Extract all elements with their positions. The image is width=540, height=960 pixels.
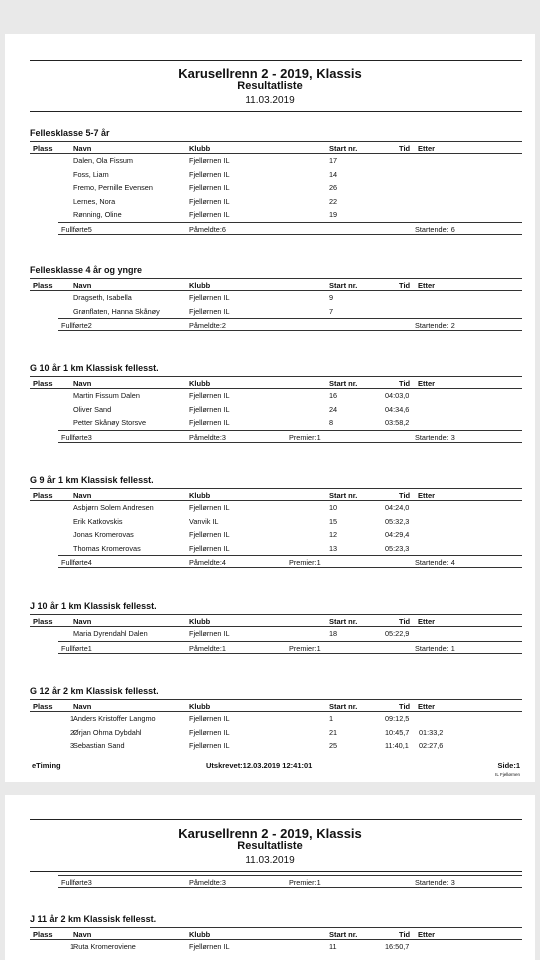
- place-number: 2: [69, 727, 74, 737]
- runner-name: Jonas Kromerovas: [73, 530, 134, 539]
- club: Fjellørnen IL: [189, 942, 230, 951]
- start-number: 16: [329, 391, 338, 400]
- start-number: 7: [329, 306, 334, 316]
- col-tid: Tid: [399, 144, 411, 153]
- start-number: 8: [329, 418, 334, 427]
- runner-name: Petter Skånøy Storsve: [73, 418, 146, 427]
- class-section: [30, 264, 522, 331]
- document-date: 11.03.2019: [245, 95, 295, 106]
- class-section: [30, 913, 522, 954]
- column-headers: [30, 377, 522, 389]
- column-headers: [30, 142, 522, 154]
- completed-count: Fullførte1: [61, 643, 92, 653]
- col-start: Start nr.: [329, 281, 358, 290]
- col-tid: Tid: [399, 379, 411, 388]
- class-section: [30, 600, 522, 654]
- club: Fjellørnen IL: [189, 196, 230, 206]
- class-summary: [58, 641, 522, 654]
- club: Fjellørnen IL: [189, 714, 230, 723]
- start-number: 22: [329, 196, 338, 206]
- club: Fjellørnen IL: [189, 391, 230, 400]
- class-section: [30, 474, 522, 568]
- col-klubb: Klubb: [189, 379, 211, 388]
- club: Fjellørnen IL: [189, 530, 230, 539]
- col-navn: Navn: [73, 930, 92, 939]
- col-klubb: Klubb: [189, 281, 211, 290]
- result-row: [30, 168, 522, 182]
- result-row: [30, 515, 522, 529]
- class-title: J 11 år 2 km Klassisk fellesst.: [30, 913, 522, 928]
- runner-name: Fremo, Pernille Evensen: [73, 183, 153, 192]
- header-rule-top: [30, 819, 522, 820]
- col-etter: Etter: [418, 930, 436, 939]
- start-number: 18: [329, 629, 338, 638]
- start-number: 21: [329, 727, 338, 737]
- result-row: [30, 940, 522, 954]
- result-row: [30, 181, 522, 195]
- start-number: 14: [329, 169, 338, 179]
- start-number: 1: [329, 714, 334, 723]
- column-headers: [30, 700, 522, 712]
- col-start: Start nr.: [329, 491, 358, 500]
- starters-count: Startende: 1: [415, 643, 455, 653]
- place-number: 1: [69, 942, 74, 951]
- runner-name: Ørjan Ohma Dybdahl: [73, 727, 142, 737]
- finish-time: 09:12,5: [385, 714, 410, 723]
- start-number: 12: [329, 530, 338, 539]
- col-start: Start nr.: [329, 617, 358, 626]
- finish-time: 04:34,6: [385, 404, 410, 414]
- result-row: [30, 542, 522, 556]
- result-row: [30, 291, 522, 305]
- start-number: 10: [329, 503, 338, 512]
- club: Fjellørnen IL: [189, 741, 230, 750]
- completed-count: Fullførte4: [61, 558, 92, 567]
- start-number: 9: [329, 293, 334, 302]
- club: Fjellørnen IL: [189, 210, 230, 219]
- completed-count: Fullførte3: [61, 432, 92, 442]
- col-klubb: Klubb: [189, 144, 211, 153]
- result-row: [30, 726, 522, 740]
- col-etter: Etter: [418, 491, 436, 500]
- prizes-count: Premier:1: [289, 432, 321, 442]
- result-row: [30, 712, 522, 726]
- result-row: [30, 389, 522, 403]
- completed-count: Fullførte2: [61, 321, 92, 330]
- col-start: Start nr.: [329, 930, 358, 939]
- start-number: 25: [329, 741, 338, 750]
- col-tid: Tid: [399, 702, 411, 711]
- class-section: [30, 127, 522, 235]
- runner-name: Oliver Sand: [73, 404, 112, 414]
- column-headers: [30, 279, 522, 291]
- class-title: G 10 år 1 km Klassisk fellesst.: [30, 362, 522, 377]
- runner-name: Rønning, Oline: [73, 210, 122, 219]
- col-navn: Navn: [73, 702, 92, 711]
- col-klubb: Klubb: [189, 491, 211, 500]
- results-page-2: [5, 795, 535, 960]
- starters-count: Startende: 3: [415, 432, 455, 442]
- time-behind: 02:27,6: [419, 741, 444, 750]
- runner-name: Dalen, Ola Fissum: [73, 156, 134, 165]
- runner-name: Martin Fissum Dalen: [73, 391, 140, 400]
- prizes-count: Premier:1: [289, 558, 321, 567]
- class-summary: [58, 875, 522, 888]
- col-plass: Plass: [33, 144, 53, 153]
- club: Fjellørnen IL: [189, 418, 230, 427]
- registered-count: Påmeldte:4: [189, 558, 226, 567]
- finish-time: 11:40,1: [385, 741, 409, 750]
- header-rule-bottom: [30, 111, 522, 112]
- col-navn: Navn: [73, 281, 92, 290]
- runner-name: Grønflaten, Hanna Skånøy: [73, 306, 160, 316]
- club: Fjellørnen IL: [189, 183, 230, 192]
- starters-count: Startende: 3: [415, 878, 455, 887]
- col-klubb: Klubb: [189, 930, 211, 939]
- club: Fjellørnen IL: [189, 293, 230, 302]
- col-plass: Plass: [33, 281, 53, 290]
- col-navn: Navn: [73, 617, 92, 626]
- runner-name: Asbjørn Solem Andresen: [73, 503, 154, 512]
- club: Fjellørnen IL: [189, 404, 230, 414]
- finish-time: 04:03,0: [385, 391, 410, 400]
- col-start: Start nr.: [329, 144, 358, 153]
- col-etter: Etter: [418, 702, 436, 711]
- runner-name: Anders Kristoffer Langmo: [73, 714, 156, 723]
- club: Fjellørnen IL: [189, 543, 230, 553]
- finish-time: 05:22,9: [385, 629, 410, 638]
- result-row: [30, 501, 522, 515]
- finish-time: 04:24,0: [385, 503, 410, 512]
- finish-time: 04:29,4: [385, 530, 410, 539]
- col-plass: Plass: [33, 930, 53, 939]
- col-plass: Plass: [33, 702, 53, 711]
- results-page-1: [5, 34, 535, 782]
- class-section-continued: [30, 875, 522, 888]
- result-row: [30, 739, 522, 753]
- software-brand: eTiming: [32, 761, 61, 770]
- result-row: [30, 528, 522, 542]
- col-etter: Etter: [418, 281, 436, 290]
- runner-name: Sebastian Sand: [73, 741, 125, 750]
- result-row: [30, 305, 522, 319]
- place-number: 1: [69, 714, 74, 723]
- club-note: IL Fjellørnen: [495, 772, 520, 777]
- runner-name: Dragseth, Isabella: [73, 293, 132, 302]
- col-klubb: Klubb: [189, 702, 211, 711]
- finish-time: 05:32,3: [385, 516, 410, 526]
- printed-timestamp: Utskrevet:12.03.2019 12:41:01: [206, 761, 313, 770]
- starters-count: Startende: 2: [415, 321, 455, 330]
- club: Fjellørnen IL: [189, 727, 230, 737]
- completed-count: Fullførte3: [61, 878, 92, 887]
- col-tid: Tid: [399, 617, 411, 626]
- finish-time: 03:58,2: [385, 418, 410, 427]
- runner-name: Thomas Kromerovas: [73, 543, 141, 553]
- starters-count: Startende: 4: [415, 558, 455, 567]
- document-subtitle: Resultatliste: [237, 840, 303, 852]
- class-title: G 9 år 1 km Klassisk fellesst.: [30, 474, 522, 489]
- column-headers: [30, 928, 522, 940]
- club: Fjellørnen IL: [189, 503, 230, 512]
- result-row: [30, 154, 522, 168]
- start-number: 24: [329, 404, 338, 414]
- finish-time: 16:50,7: [385, 942, 410, 951]
- registered-count: Påmeldte:1: [189, 643, 226, 653]
- registered-count: Påmeldte:2: [189, 321, 226, 330]
- col-navn: Navn: [73, 491, 92, 500]
- runner-name: Erik Katkovskis: [73, 516, 123, 526]
- col-start: Start nr.: [329, 702, 358, 711]
- club: Fjellørnen IL: [189, 169, 230, 179]
- col-tid: Tid: [399, 491, 411, 500]
- club: Fjellørnen IL: [189, 306, 230, 316]
- class-title: J 10 år 1 km Klassisk fellesst.: [30, 600, 522, 615]
- runner-name: Maria Dyrendahl Dalen: [73, 629, 148, 638]
- result-row: [30, 195, 522, 209]
- club: Vanvik IL: [189, 516, 219, 526]
- class-title: Fellesklasse 4 år og yngre: [30, 264, 522, 279]
- registered-count: Påmeldte:3: [189, 878, 226, 887]
- class-title: Fellesklasse 5-7 år: [30, 127, 522, 142]
- result-row: [30, 416, 522, 430]
- class-title: G 12 år 2 km Klassisk fellesst.: [30, 685, 522, 700]
- col-klubb: Klubb: [189, 617, 211, 626]
- start-number: 15: [329, 516, 338, 526]
- start-number: 26: [329, 183, 338, 192]
- start-number: 19: [329, 210, 338, 219]
- document-date: 11.03.2019: [245, 855, 295, 866]
- page-number: Side:1: [497, 761, 520, 770]
- prizes-count: Premier:1: [289, 878, 321, 887]
- registered-count: Påmeldte:6: [189, 224, 226, 234]
- runner-name: Foss, Liam: [73, 169, 109, 179]
- col-plass: Plass: [33, 491, 53, 500]
- col-navn: Navn: [73, 144, 92, 153]
- col-etter: Etter: [418, 379, 436, 388]
- document-title: Karusellrenn 2 - 2019, Klassis: [178, 826, 362, 841]
- column-headers: [30, 489, 522, 501]
- time-behind: 01:33,2: [419, 727, 444, 737]
- class-section: [30, 685, 522, 753]
- col-plass: Plass: [33, 379, 53, 388]
- class-summary: [58, 318, 522, 331]
- col-plass: Plass: [33, 617, 53, 626]
- col-etter: Etter: [418, 144, 436, 153]
- col-etter: Etter: [418, 617, 436, 626]
- completed-count: Fullførte5: [61, 224, 92, 234]
- club: Fjellørnen IL: [189, 629, 230, 638]
- finish-time: 05:23,3: [385, 543, 410, 553]
- start-number: 17: [329, 156, 338, 165]
- prizes-count: Premier:1: [289, 643, 321, 653]
- column-headers: [30, 615, 522, 627]
- col-navn: Navn: [73, 379, 92, 388]
- document-subtitle: Resultatliste: [237, 80, 303, 92]
- runner-name: Lernes, Nora: [73, 196, 116, 206]
- document-title: Karusellrenn 2 - 2019, Klassis: [178, 66, 362, 81]
- registered-count: Påmeldte:3: [189, 432, 226, 442]
- header-rule-top: [30, 60, 522, 61]
- club: Fjellørnen IL: [189, 156, 230, 165]
- header-rule-bottom: [30, 871, 522, 872]
- col-tid: Tid: [399, 930, 411, 939]
- result-row: [30, 627, 522, 641]
- class-summary: [58, 555, 522, 568]
- runner-name: Ruta Kromeroviene: [73, 942, 136, 951]
- class-section: [30, 362, 522, 443]
- place-number: 3: [69, 741, 74, 750]
- finish-time: 10:45,7: [385, 727, 410, 737]
- result-row: [30, 208, 522, 222]
- col-tid: Tid: [399, 281, 411, 290]
- starters-count: Startende: 6: [415, 224, 455, 234]
- result-row: [30, 403, 522, 417]
- col-start: Start nr.: [329, 379, 358, 388]
- start-number: 13: [329, 543, 338, 553]
- class-summary: [58, 222, 522, 235]
- class-summary: [58, 430, 522, 443]
- start-number: 11: [329, 942, 337, 951]
